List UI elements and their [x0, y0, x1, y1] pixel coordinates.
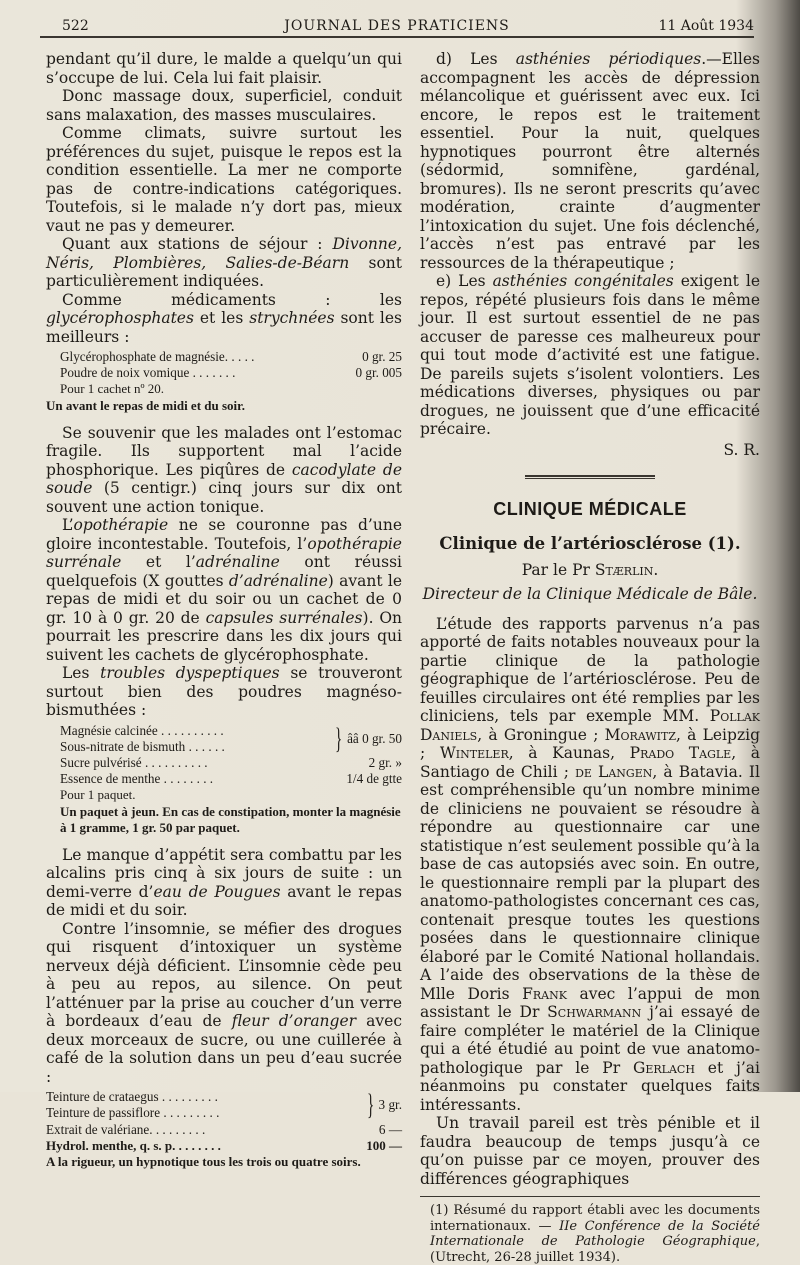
prescription-note: Un paquet à jeun. En cas de constipation, monter la magnésie à 1 gramme, 1 gr. 50 par paquet. — [60, 803, 401, 835]
prescription-line: Teinture de passiflore . . . . . . . . . — [46, 1105, 220, 1121]
paragraph: Comme climats, suivre surtout les préférences du sujet, puisque le repos est la condition essentielle. La mer ne comporte pas de contre-indications catégoriques. Toutefois, si le malade n’y dort pas, mieux vaut ne pas y demeurer. — [46, 124, 402, 235]
signature: S. R. — [723, 440, 760, 459]
paragraph: L’étude des rapports parvenus n’a pas apporté de faits notables nouveaux pour la partie clinique de la pathologie géographique de l’artériosclérose. Peu de feuilles circulaires ont été remplies par les cliniciens, tels par exemple MM. Pollak Daniels, à Groningue ; Morawitz, à Leipzig ; Winteler, à Kaunas, Prado Tagle, à Santiago de Chili ; de Langen, à Batavia. Il est compréhensible qu’un nombre minime de cliniciens ne pouvaient se résoudre à répondre au questionnaire car une statistique n’est seulement possible qu’à la base de cas autopsiés avec soin. En outre, le questionnaire rempli par la plupart des anatomo-pathologistes concernant ces cas, contenait presque toutes les questions posées dans le questionnaire clinique élaboré par le Comité National hollandais. A l’aide des observations de la thèse de Mlle Doris Frank avec l’appui de mon assistant le Dr Schwarmann j’ai essayé de faire compléter le matériel de la Clinique qui a été étudié au point de vue anatomo-pathologique par le Pr Gerlach et j’ai néanmoins pu constater quelques faits intéressants. — [420, 614, 761, 1114]
paragraph: e) Les asthénies congénitales exigent le repos, répété plusieurs fois dans le même jour. Il est surtout essentiel de ne pas accuser de paresse ces malheureux pour qui tout mode d’activité est une fatigue. De pareils sujets s’isolent volontiers. Les médications diverses, physiques ou par drogues, ne jouissent que d’une efficacité précaire. — [420, 272, 760, 438]
paragraph: pendant qu’il dure, le malde a quelqu’un qui s’occupe de lui. Cela lui fait plaisir. — [46, 50, 402, 87]
prescription-note: A la rigueur, un hypnotique tous les trois ou quatre soirs. — [46, 1153, 361, 1169]
issue-date: 11 Août 1934 — [658, 18, 754, 34]
brace-glyph: } — [366, 1088, 374, 1122]
prescription-line: Poudre de noix vomique . . . . . . . 0 gr. 005 — [60, 365, 402, 381]
stations-list: Divonne, Néris, Plombières, Salies-de-Béarn — [46, 235, 402, 272]
prescription-line: Sous-nitrate de bismuth . . . . . . — [60, 738, 225, 754]
paragraph: Un travail pareil est très pénible et il faudra beaucoup de temps jusqu’à ce qu’on puisse par ce moyen, prouver des différences géographiques — [420, 1114, 760, 1188]
page-number: 522 — [62, 18, 89, 34]
prescription-pour: Pour 1 paquet. — [60, 787, 136, 803]
byline: Par le Pr Stærlin. — [521, 560, 659, 579]
prescription-1 — [46, 349, 402, 414]
article-title: Clinique de l’artériosclérose (1). — [439, 533, 741, 553]
prescription-line: Teinture de crataegus . . . . . . . . . — [46, 1089, 218, 1105]
paragraph: Comme médicaments : les glycérophosphates et les strychnées sont les meilleurs : — [46, 290, 402, 346]
prescription-3 — [46, 1089, 402, 1170]
prescription-line: Extrait de valériane. . . . . . . . . 6 — — [46, 1121, 402, 1137]
prescription-brace-group: Teinture de crataegus . . . . . . . . . Teinture de passiflore . . . . . . . . . } 3 gr. — [46, 1088, 402, 1122]
prescription-pour: Pour 1 cachet nº 20. — [60, 381, 165, 397]
prescription-2 — [60, 723, 402, 836]
paragraph: Se souvenir que les malades ont l’estomac fragile. Ils supportent mal l’acide phosphorique. Les piqûres de cacodylate de soude (5 centigr.) cinq jours sur dix ont souvent une action tonique. — [46, 423, 402, 516]
paragraph: Quant aux stations de séjour : Divonne, Néris, Plombières, Salies-de-Béarn sont particulièrement indiquées. — [46, 235, 402, 290]
prescription-line: Hydrol. menthe, q. s. p. . . . . . . . 100 — — [46, 1137, 402, 1153]
prescription-line: Glycérophosphate de magnésie. . . . . 0 gr. 25 — [60, 349, 402, 364]
running-header — [40, 14, 754, 38]
section-title: CLINIQUE MÉDICALE — [493, 498, 687, 519]
footnote-divider — [420, 1196, 760, 1197]
prescription-note: Un avant le repas de midi et du soir. — [46, 397, 245, 413]
paragraph: Contre l’insomnie, se méfier des drogues qui risquent d’intoxiquer un système nerveux déjà déficient. L’insomnie cède peu à peu au repos, au silence. On peut l’atténuer par la prise au coucher d’un verre à bordeaux d’eau de fleur d’oranger avec deux morceaux de sucre, ou une cuillerée à café de la solution dans un peu d’eau sucrée : — [46, 919, 402, 1086]
section-divider — [525, 475, 655, 479]
brace-glyph: } — [335, 721, 343, 755]
prescription-line: Essence de menthe . . . . . . . . 1/4 de gtte — [60, 771, 402, 787]
author-name: Stærlin. — [594, 560, 659, 579]
journal-title: JOURNAL DES PRATICIENS — [284, 18, 510, 34]
right-column — [420, 50, 760, 1265]
paragraph: L’opothérapie ne se couronne pas d’une gloire incontestable. Toutefois, l’opothérapie surrénale et l’adrénaline ont réussi quelquefois (X gouttes d’adrénaline) avant le repas de midi et du soir ou un cachet de 0 gr. 10 à 0 gr. 20 de capsules surrénales). On pourrait les prescrire dans les dix jours qui suivent les cachets de glycérophosphate. — [46, 516, 403, 664]
prescription-line: Magnésie calcinée . . . . . . . . . . — [60, 722, 224, 738]
footnote: (1) Résumé du rapport établi avec les documents internationaux. — IIe Conférence de la Société Internationale de Pathologie Géographique, (Utrecht, 26-28 juillet 1934). — [430, 1203, 760, 1265]
paragraph: Les troubles dyspeptiques se trouveront surtout bien des poudres magnéso-bismuthées : — [46, 664, 402, 720]
left-column — [46, 50, 402, 1173]
paragraph: Le manque d’appétit sera combattu par les alcalins pris cinq à six jours de suite : un demi-verre d’eau de Pougues avant le repas de midi et du soir. — [46, 845, 402, 920]
prescription-brace-group: Magnésie calcinée . . . . . . . . . . Sous-nitrate de bismuth . . . . . . } ââ 0 gr. 50 — [60, 721, 402, 755]
author-affiliation: Directeur de la Clinique Médicale de Bâle. — [422, 584, 758, 603]
paragraph: Donc massage doux, superficiel, conduit sans malaxation, des masses musculaires. — [46, 87, 402, 124]
prescription-line: Sucre pulvérisé . . . . . . . . . . 2 gr. » — [60, 755, 402, 771]
paragraph: d) Les asthénies périodiques.—Elles accompagnent les accès de dépression mélancolique et guérissent avec eux. Ici encore, le repos est le traitement essentiel. Pour la nuit, quelques hypnotiques pourront être alternés (sédormid, somnifène, gardénal, bromures). Ils ne seront prescrits qu’avec modération, crainte d’augmenter l’intoxication du sujet. Une fois déclenché, l’accès n’est pas entravé par les ressources de la thérapeutique ; — [420, 50, 761, 272]
